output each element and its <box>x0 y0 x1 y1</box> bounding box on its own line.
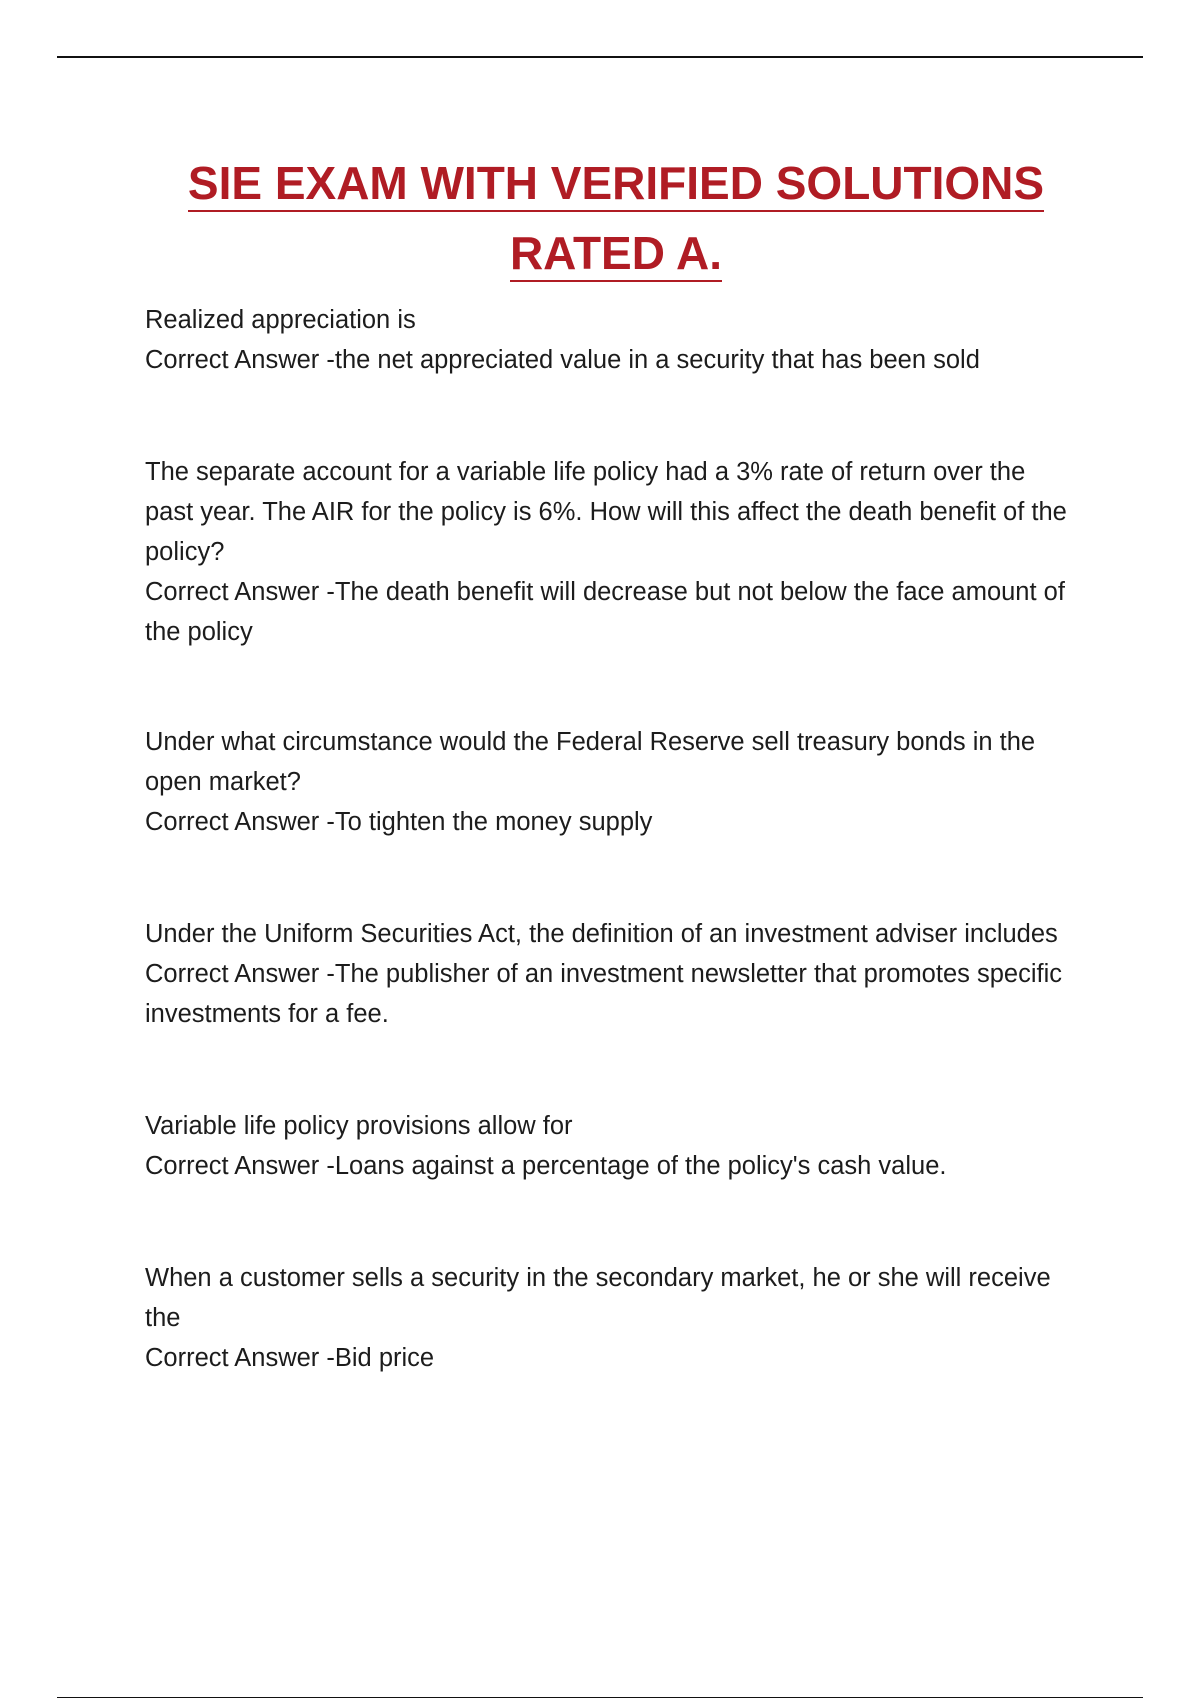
title-line-2: RATED A. <box>510 227 722 282</box>
answer-text: Correct Answer -The publisher of an investment newsletter that promotes specific investments for a fee. <box>145 960 1062 1028</box>
qa-item <box>145 914 1080 1034</box>
qa-item <box>145 722 1080 842</box>
question-text: Realized appreciation is <box>145 306 416 334</box>
bottom-rule <box>57 1697 1143 1698</box>
question-text: Under the Uniform Securities Act, the definition of an investment adviser includes <box>145 920 1058 948</box>
qa-item <box>145 300 1080 380</box>
question-text: When a customer sells a security in the secondary market, he or she will receive the <box>145 1264 1051 1332</box>
answer-text: Correct Answer -To tighten the money supply <box>145 808 653 836</box>
question-text: Under what circumstance would the Federal Reserve sell treasury bonds in the open market? <box>145 728 1036 796</box>
qa-list <box>145 300 1080 1378</box>
qa-item <box>145 452 1080 652</box>
qa-item <box>145 1258 1080 1378</box>
answer-text: Correct Answer -the net appreciated value in a security that has been sold <box>145 346 980 374</box>
answer-text: Correct Answer -Loans against a percentage of the policy's cash value. <box>145 1152 947 1180</box>
question-text: Variable life policy provisions allow for <box>145 1112 573 1140</box>
answer-text: Correct Answer -Bid price <box>145 1344 435 1372</box>
document-title <box>100 148 1132 288</box>
question-text: The separate account for a variable life policy had a 3% rate of return over the past year. The AIR for the policy is 6%. How will this affect the death benefit of the policy? <box>145 458 1067 566</box>
qa-item <box>145 1106 1080 1186</box>
top-rule <box>57 56 1143 58</box>
answer-text: Correct Answer -The death benefit will decrease but not below the face amount of the policy <box>145 578 1065 646</box>
title-line-1: SIE EXAM WITH VERIFIED SOLUTIONS <box>188 157 1044 212</box>
